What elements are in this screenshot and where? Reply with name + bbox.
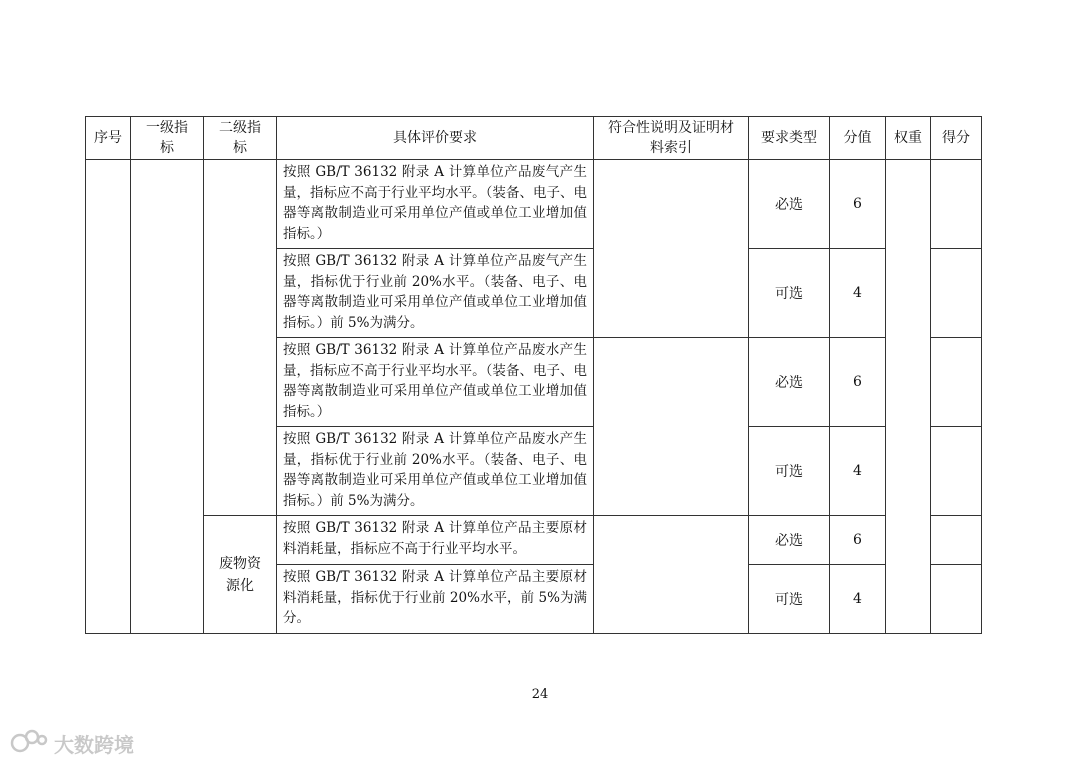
requirement-cell: 按照 GB/T 36132 附录 A 计算单位产品主要原材料消耗量，指标优于行业前 20%水平，前 5%为满分。 xyxy=(277,565,594,634)
header-level1: 一级指 标 xyxy=(131,117,204,160)
level1-cell xyxy=(131,160,204,634)
level2-cell-empty xyxy=(204,160,277,516)
earned-cell xyxy=(931,427,982,516)
earned-cell xyxy=(931,516,982,565)
req-type-cell: 可选 xyxy=(749,565,830,634)
score-cell: 6 xyxy=(830,160,886,249)
score-cell: 4 xyxy=(830,565,886,634)
cloud-logo-icon xyxy=(10,728,54,759)
page-number: 24 xyxy=(531,687,549,702)
weight-cell xyxy=(886,160,931,634)
level2-cell: 废物资 源化 xyxy=(204,516,277,634)
req-type-cell: 可选 xyxy=(749,249,830,338)
req-type-cell: 必选 xyxy=(749,338,830,427)
score-cell: 4 xyxy=(830,249,886,338)
requirement-cell: 按照 GB/T 36132 附录 A 计算单位产品废气产生量，指标应不高于行业平均水平。（装备、电子、电器等离散制造业可采用单位产值或单位工业增加值指标。） xyxy=(277,160,594,249)
watermark-text: 大数跨境 xyxy=(54,733,134,757)
req-type-cell: 可选 xyxy=(749,427,830,516)
earned-cell xyxy=(931,249,982,338)
header-requirement: 具体评价要求 xyxy=(277,117,594,160)
req-type-cell: 必选 xyxy=(749,160,830,249)
requirement-cell: 按照 GB/T 36132 附录 A 计算单位产品废水产生量，指标应不高于行业平均水平。（装备、电子、电器等离散制造业可采用单位产值或单位工业增加值指标。） xyxy=(277,338,594,427)
header-seq: 序号 xyxy=(86,117,131,160)
evaluation-table xyxy=(85,116,982,634)
watermark xyxy=(10,728,134,759)
earned-cell xyxy=(931,338,982,427)
table-row xyxy=(86,160,982,249)
seq-cell xyxy=(86,160,131,634)
header-evidence: 符合性说明及证明材 料索引 xyxy=(594,117,749,160)
score-cell: 4 xyxy=(830,427,886,516)
earned-cell xyxy=(931,160,982,249)
table-row xyxy=(86,516,982,565)
evidence-cell xyxy=(594,338,749,516)
header-earned: 得分 xyxy=(931,117,982,160)
header-row xyxy=(86,117,982,160)
req-type-cell: 必选 xyxy=(749,516,830,565)
evidence-cell xyxy=(594,516,749,634)
header-weight: 权重 xyxy=(886,117,931,160)
requirement-cell: 按照 GB/T 36132 附录 A 计算单位产品废气产生量，指标优于行业前 20%水平。（装备、电子、电器等离散制造业可采用单位产值或单位工业增加值指标。）前 5%为满分。 xyxy=(277,249,594,338)
requirement-cell: 按照 GB/T 36132 附录 A 计算单位产品废水产生量，指标优于行业前 20%水平。（装备、电子、电器等离散制造业可采用单位产值或单位工业增加值指标。）前 5%为满分。 xyxy=(277,427,594,516)
header-req-type: 要求类型 xyxy=(749,117,830,160)
header-score: 分值 xyxy=(830,117,886,160)
score-cell: 6 xyxy=(830,516,886,565)
score-cell: 6 xyxy=(830,338,886,427)
header-level2: 二级指 标 xyxy=(204,117,277,160)
evidence-cell xyxy=(594,160,749,338)
requirement-cell: 按照 GB/T 36132 附录 A 计算单位产品主要原材料消耗量，指标应不高于行业平均水平。 xyxy=(277,516,594,565)
earned-cell xyxy=(931,565,982,634)
